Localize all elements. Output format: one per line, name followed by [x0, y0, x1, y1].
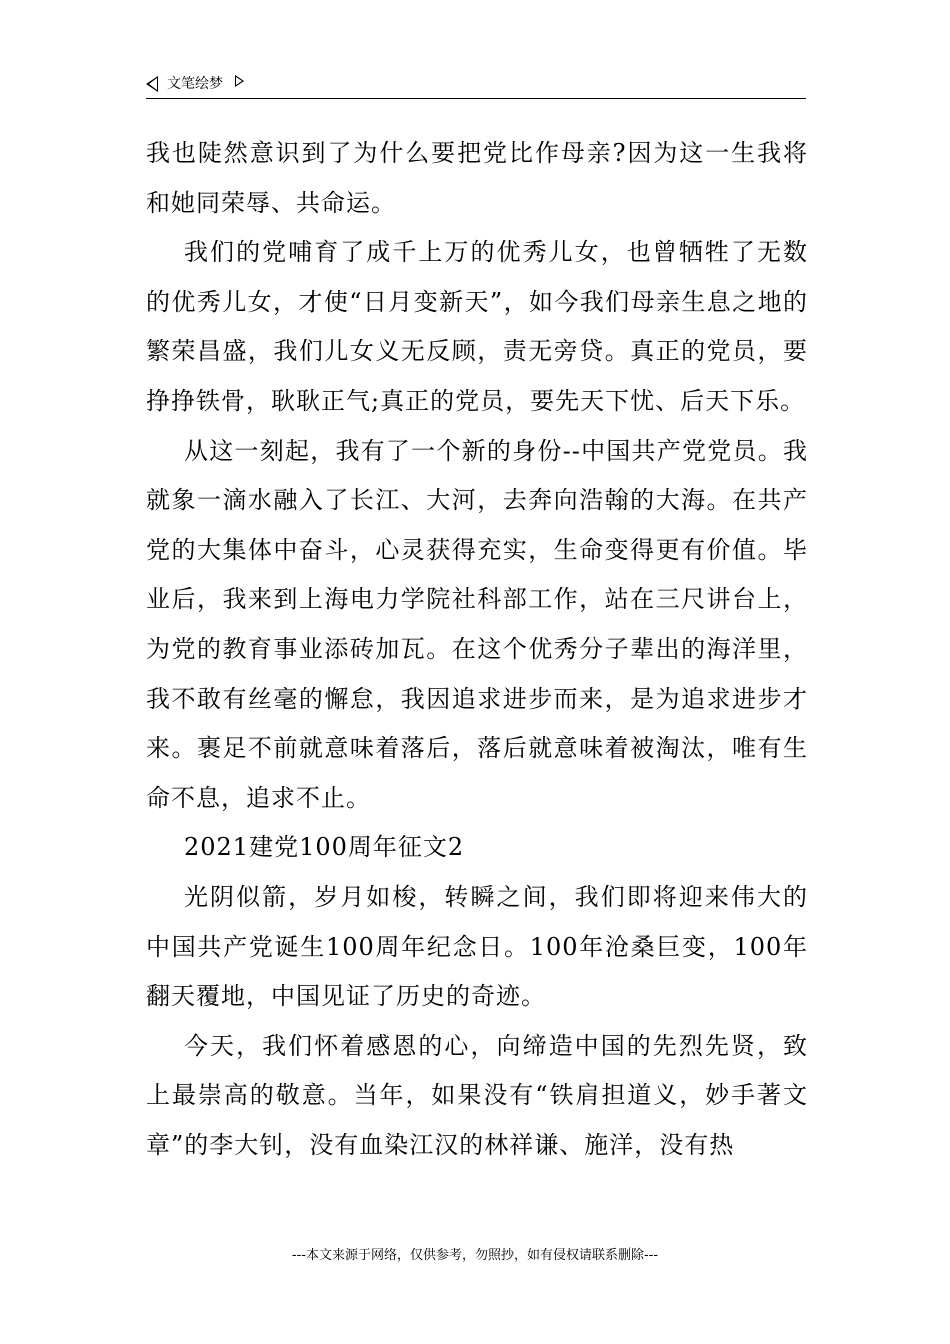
triangle-right-icon: [235, 75, 244, 87]
section-title: 2021建党100周年征文2: [184, 833, 465, 862]
page-header: [146, 72, 806, 99]
document-body: [146, 129, 808, 1170]
triangle-left-icon: [146, 76, 158, 92]
footer-notice: ---本文来源于网络，仅供参考，勿照抄，如有侵权请联系删除---: [291, 1248, 659, 1263]
paragraph: 今天，我们怀着感恩的心，向缔造中国的先烈先贤，致上最崇高的敬意。当年，如果没有“铁肩担道义，妙手著文章”的李大钊，没有血染江汉的林祥谦、施洋，没有热: [146, 1031, 808, 1159]
paragraph: 光阴似箭，岁月如梭，转瞬之间，我们即将迎来伟大的中国共产党诞生100周年纪念日。100年沧桑巨变，100年翻天覆地，中国见证了历史的奇迹。: [146, 882, 808, 1011]
header-brand: 文笔绘梦: [167, 76, 223, 92]
paragraph: 我们的党哺育了成千上万的优秀儿女，也曾牺牲了无数的优秀儿女，才使“日月变新天”，如今我们母亲生息之地的繁荣昌盛，我们儿女义无反顾，责无旁贷。真正的党员，要挣挣铁骨，耿耿正气;真正的党员，要先天下忧、后天下乐。: [146, 238, 808, 415]
paragraph-continuation: 我也陡然意识到了为什么要把党比作母亲?因为这一生我将和她同荣辱、共命运。: [146, 139, 808, 217]
paragraph: 从这一刻起，我有了一个新的身份--中国共产党党员。我就象一滴水融入了长江、大河，去奔向浩翰的大海。在共产党的大集体中奋斗，心灵获得充实，生命变得更有价值。毕业后，我来到上海电力学院社科部工作，站在三尺讲台上，为党的教育事业添砖加瓦。在这个优秀分子辈出的海洋里，我不敢有丝毫的懈怠，我因追求进步而来，是为追求进步才来。裹足不前就意味着落后，落后就意味着被淘汰，唯有生命不息，追求不止。: [146, 436, 808, 812]
